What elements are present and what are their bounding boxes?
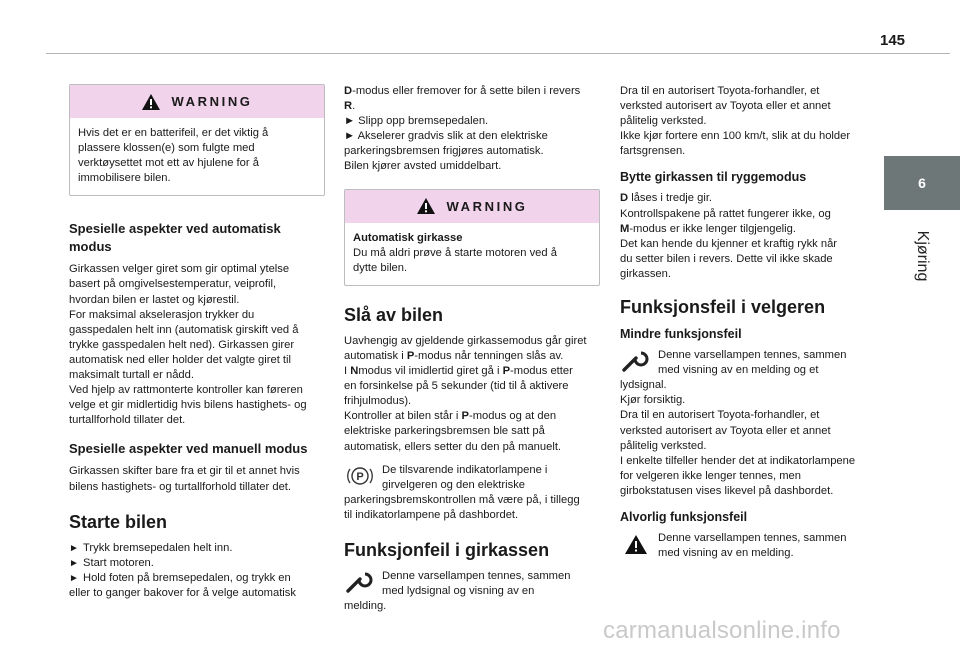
section-heading-manual: Spesielle aspekter ved manuell modus <box>69 441 308 457</box>
warning-header <box>70 85 324 118</box>
parking-brake-p-icon <box>344 463 376 489</box>
warning-body <box>70 118 324 195</box>
warning-triangle-icon <box>416 197 436 215</box>
text-line: med lydsignal og visning av en <box>382 585 535 598</box>
warning-body <box>345 223 599 285</box>
text-line <box>344 424 600 439</box>
section-heading-auto: Spesielle aspekter ved automatisk modus <box>69 221 281 255</box>
text-line: verktøysettet mot ett av hjulene for å <box>78 157 259 170</box>
text-line: Dra til en autorisert Toyota-forhandler, et <box>620 409 820 422</box>
text-line: verksted autorisert av Toyota eller et annet <box>620 424 831 437</box>
plain-text: automatisk, ellers setter du den på manuelt. <box>344 440 562 453</box>
text-line: Denne varsellampen tennes, sammen <box>658 349 847 362</box>
column-3 <box>620 84 876 571</box>
paragraph-dealer <box>620 84 876 159</box>
start-steps <box>69 541 325 601</box>
section-heading-major: Alvorlig funksjonsfeil <box>620 509 748 524</box>
text-line: Kjør forsiktig. <box>620 394 686 407</box>
plain-text: -modus eller fremover for å sette bilen i revers <box>352 85 581 97</box>
text-line: Ved hjelp av rattmonterte kontroller kan føreren <box>69 384 303 397</box>
warning-box <box>69 84 325 196</box>
wrench-icon <box>620 348 652 374</box>
text-line <box>620 222 876 237</box>
plain-text: en forsinkelse på 5 sekunder (tid til å aktivere <box>344 380 569 393</box>
text-line: melding. <box>344 600 387 613</box>
text-line: For maksimal akselerasjon trykker du <box>69 308 255 321</box>
plain-text: -modus når tenningen slås av. <box>414 349 564 362</box>
plain-text: automatisk i <box>344 349 407 362</box>
warning-header <box>345 190 599 223</box>
text-line <box>344 99 600 114</box>
warning-heading: Automatisk girkasse <box>353 231 463 244</box>
minor-fault-paragraph <box>620 348 876 499</box>
text-line: ► Slipp opp bremsepedalen. <box>344 115 489 128</box>
text-line: pålitelig verksted. <box>620 115 707 128</box>
bold-text: P <box>502 365 511 378</box>
plain-text: elektriske parkeringsbremsen ble satt på <box>344 425 545 438</box>
chapter-title: Kjøring <box>914 230 931 282</box>
text-line: for velgeren ikke lenger tennes, men <box>620 469 801 482</box>
plain-text: modus vil imidlertid giret gå i <box>358 365 503 378</box>
step-line <box>69 586 325 601</box>
text-line <box>344 440 600 455</box>
section-heading-off: Slå av bilen <box>344 304 444 325</box>
section-heading-reverse: Bytte girkassen til ryggemodus <box>620 170 807 185</box>
column-1 <box>69 84 325 601</box>
text-line: dytte bilen. <box>353 261 408 274</box>
text-line: Bilen kjører avsted umiddelbart. <box>344 160 502 173</box>
text-line: velge et gir midlertidig hvis bilens hastighets- og <box>69 399 307 412</box>
text-line: bilens hastighets- og turtallforhold tillater det. <box>69 480 292 493</box>
step-line <box>69 541 325 556</box>
text-line: fartsgrensen. <box>620 145 686 158</box>
text-line: ► Akselerer gradvis slik at den elektriske <box>344 130 548 143</box>
text-line: med visning av en melding og et <box>658 364 819 377</box>
text-line: pålitelig verksted. <box>620 439 707 452</box>
text-line <box>344 84 600 99</box>
bullet-arrow-icon: ► <box>69 557 79 569</box>
text-line <box>344 394 600 409</box>
p-indicator-paragraph <box>344 463 600 523</box>
paragraph-intro <box>344 84 600 175</box>
text-line: De tilsvarende indikatorlampene i <box>382 463 548 476</box>
warning-triangle-icon <box>620 531 652 557</box>
step-line <box>69 571 325 586</box>
text-line <box>620 237 876 252</box>
plain-text: -modus og at den <box>469 410 557 423</box>
plain-text: låses i tredje gir. <box>628 192 713 205</box>
svg-text:P: P <box>356 470 364 483</box>
warning-box <box>344 189 600 286</box>
bold-text: D <box>620 192 629 205</box>
text-line: Du må aldri prøve å starte motoren ved å <box>353 246 557 259</box>
text-line <box>344 334 600 349</box>
paragraph-manual <box>69 464 325 494</box>
plain-text: frihjulmodus). <box>344 395 412 408</box>
fault-paragraph <box>344 569 600 614</box>
text-line: Hvis det er en batterifeil, er det viktig å <box>78 127 269 139</box>
bold-text: N <box>350 365 359 378</box>
step-text: Start motoren. <box>83 556 154 569</box>
column-2 <box>344 84 600 624</box>
step-text: eller to ganger bakover for å velge automatisk <box>69 586 296 599</box>
header-rule <box>46 53 950 54</box>
warning-title: WARNING <box>171 93 253 109</box>
plain-text: girkassen. <box>620 267 671 280</box>
text-line <box>344 364 600 379</box>
text-line: lydsignal. <box>620 379 667 392</box>
plain-text: I <box>344 365 351 378</box>
text-line: Dra til en autorisert Toyota-forhandler, et <box>620 85 820 97</box>
plain-text: -modus er ikke lenger tilgjengelig. <box>629 222 796 235</box>
text-line: immobilisere bilen. <box>78 172 171 185</box>
paragraph-auto <box>69 262 325 428</box>
text-line: verksted autorisert av Toyota eller et annet <box>620 100 831 113</box>
step-text: Trykk bremsepedalen helt inn. <box>83 541 233 554</box>
section-heading-fault: Funksjonfeil i girkassen <box>344 539 550 560</box>
chapter-number: 6 <box>918 175 926 191</box>
text-line: Girkassen skifter bare fra et gir til et annet hvis <box>69 465 300 478</box>
text-line: parkeringsbremsen frigjøres automatisk. <box>344 145 544 158</box>
paragraph-off <box>344 334 600 455</box>
section-heading-selector: Funksjonsfeil i velgeren <box>620 297 826 318</box>
text-line <box>620 252 876 267</box>
bold-text: D <box>344 85 353 97</box>
plain-text: Det kan hende du kjenner et kraftig rykk når <box>620 237 838 250</box>
text-line: Denne varsellampen tennes, sammen <box>382 569 571 582</box>
text-line: Denne varsellampen tennes, sammen <box>658 531 847 544</box>
text-line: I enkelte tilfeller hender det at indikatorlampene <box>620 454 856 467</box>
text-line: trykke gasspedalen helt ned). Girkassen girer <box>69 338 295 351</box>
bold-text: M <box>620 222 630 235</box>
text-line <box>620 207 876 222</box>
plain-text: Kontroller at bilen står i <box>344 410 462 423</box>
text-line: girvelgeren og den elektriske <box>382 478 526 491</box>
text-line <box>620 191 876 206</box>
wrench-icon <box>344 569 376 595</box>
text-line: gasspedalen helt inn (automatisk girskift ved å <box>69 323 299 336</box>
text-line <box>620 267 876 282</box>
text-line: girbokstatusen vises likevel på dashbordet. <box>620 484 834 497</box>
text-line: parkeringsbremskontrollen må være på, i tillegg <box>344 493 580 506</box>
plain-text: Uavhengig av gjeldende girkassemodus går giret <box>344 334 587 347</box>
text-line <box>344 409 600 424</box>
plain-text: du setter bilen i revers. Dette vil ikke skade <box>620 252 833 265</box>
bullet-arrow-icon: ► <box>69 572 79 584</box>
section-heading-minor: Mindre funksjonsfeil <box>620 327 742 342</box>
step-text: Hold foten på bremsepedalen, og trykk en <box>83 571 291 584</box>
page-number: 145 <box>880 32 906 49</box>
plain-text: Kontrollspakene på rattet fungerer ikke, og <box>620 207 831 220</box>
major-fault-paragraph <box>620 531 876 561</box>
text-line: hvordan bilen er lastet og kjørestil. <box>69 293 240 306</box>
bold-text: P <box>406 349 415 362</box>
bold-text: R <box>344 100 353 113</box>
text-line <box>344 349 600 364</box>
warning-title: WARNING <box>446 198 528 214</box>
text-line: Girkassen velger giret som gir optimal ytelse <box>69 263 290 276</box>
text-line: turtallforhold tillater det. <box>69 414 186 427</box>
section-heading-start: Starte bilen <box>69 511 168 532</box>
bullet-arrow-icon: ► <box>69 542 79 554</box>
text-line: plassere klossen(e) som fulgte med <box>78 142 255 155</box>
plain-text: . <box>352 100 356 113</box>
text-line: til indikatorlampene på dashbordet. <box>344 508 519 521</box>
watermark: carmanualsonline.info <box>603 617 841 644</box>
text-line: maksimalt turtall er nådd. <box>69 369 194 382</box>
text-line: Ikke kjør fortere enn 100 km/t, slik at du holder <box>620 130 851 143</box>
text-line: med visning av en melding. <box>658 547 794 560</box>
paragraph-reverse <box>620 191 876 282</box>
step-line <box>69 556 325 571</box>
text-line: automatisk ned eller holder det valgte giret til <box>69 353 292 366</box>
text-line: basert på omgivelsestemperatur, veiprofil, <box>69 278 277 291</box>
bold-text: P <box>461 410 469 423</box>
text-line <box>344 379 600 394</box>
plain-text: -modus etter <box>510 365 573 378</box>
warning-triangle-icon <box>141 93 161 111</box>
